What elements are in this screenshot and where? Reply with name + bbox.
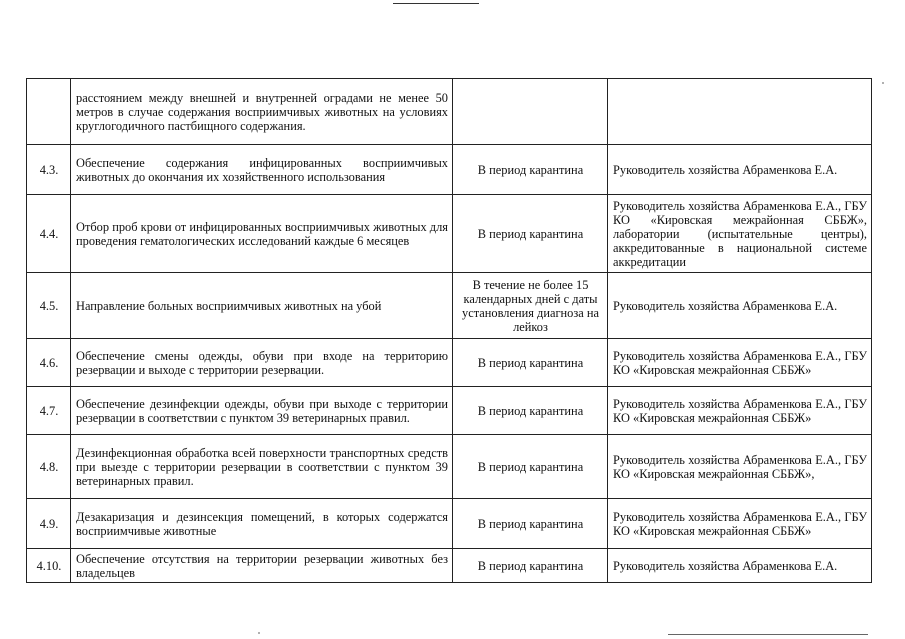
action-cell: Обеспечение дезинфекции одежды, обуви при выходе с территории резервации в соответствии с пунктом 39 ветеринарных правил. (71, 387, 453, 435)
term-cell: В период карантина (453, 387, 608, 435)
bottom-rule (668, 634, 868, 635)
term-cell: В период карантина (453, 145, 608, 195)
table-row (27, 549, 872, 583)
responsible-cell: Руководитель хозяйства Абраменкова Е.А., ГБУ КО «Кировская межрайонная СББЖ» (608, 387, 872, 435)
row-number: 4.8. (27, 435, 71, 499)
table-row (27, 273, 872, 339)
responsible-cell: Руководитель хозяйства Абраменкова Е.А., ГБУ КО «Кировская межрайонная СББЖ», лаборатории (испытательные центры), аккредитованные в национальной системе аккредитации (608, 195, 872, 273)
action-cell: Дезакаризация и дезинсекция помещений, в которых содержатся восприимчивые животные (71, 499, 453, 549)
term-cell: В течение не более 15 календарных дней с даты установления диагноза на лейкоз (453, 273, 608, 339)
action-cell: Обеспечение содержания инфицированных восприимчивых животных до окончания их хозяйственного использования (71, 145, 453, 195)
responsible-cell (608, 79, 872, 145)
row-number (27, 79, 71, 145)
row-number: 4.4. (27, 195, 71, 273)
responsible-cell: Руководитель хозяйства Абраменкова Е.А., ГБУ КО «Кировская межрайонная СББЖ», (608, 435, 872, 499)
action-cell: Отбор проб крови от инфицированных восприимчивых животных для проведения гематологических исследований каждые 6 месяцев (71, 195, 453, 273)
term-cell: В период карантина (453, 549, 608, 583)
term-cell: В период карантина (453, 499, 608, 549)
scan-speck (258, 632, 260, 634)
row-number: 4.5. (27, 273, 71, 339)
responsible-cell: Руководитель хозяйства Абраменкова Е.А. (608, 549, 872, 583)
table-row (27, 145, 872, 195)
term-cell: В период карантина (453, 339, 608, 387)
action-cell: расстоянием между внешней и внутренней оградами не менее 50 метров в случае содержания восприимчивых животных на условиях круглогодичного пастбищного содержания. (71, 79, 453, 145)
table-row (27, 499, 872, 549)
action-cell: Обеспечение смены одежды, обуви при входе на территорию резервации и выходе с территории резервации. (71, 339, 453, 387)
responsible-cell: Руководитель хозяйства Абраменкова Е.А., ГБУ КО «Кировская межрайонная СББЖ» (608, 499, 872, 549)
row-number: 4.3. (27, 145, 71, 195)
term-cell: В период карантина (453, 195, 608, 273)
responsible-cell: Руководитель хозяйства Абраменкова Е.А. (608, 145, 872, 195)
row-number: 4.10. (27, 549, 71, 583)
table-row (27, 79, 872, 145)
action-cell: Дезинфекционная обработка всей поверхности транспортных средств при выезде с территории резервации в соответствии с пунктом 39 ветеринарных правил. (71, 435, 453, 499)
table-row (27, 387, 872, 435)
table-row (27, 195, 872, 273)
action-cell: Обеспечение отсутствия на территории резервации животных без владельцев (71, 549, 453, 583)
action-cell: Направление больных восприимчивых животных на убой (71, 273, 453, 339)
responsible-cell: Руководитель хозяйства Абраменкова Е.А. (608, 273, 872, 339)
term-cell: В период карантина (453, 435, 608, 499)
table-row (27, 339, 872, 387)
row-number: 4.7. (27, 387, 71, 435)
row-number: 4.6. (27, 339, 71, 387)
row-number: 4.9. (27, 499, 71, 549)
responsible-cell: Руководитель хозяйства Абраменкова Е.А., ГБУ КО «Кировская межрайонная СББЖ» (608, 339, 872, 387)
table-row (27, 435, 872, 499)
measures-table (26, 78, 872, 583)
term-cell (453, 79, 608, 145)
top-rule (393, 3, 479, 4)
scan-speck (882, 82, 884, 84)
